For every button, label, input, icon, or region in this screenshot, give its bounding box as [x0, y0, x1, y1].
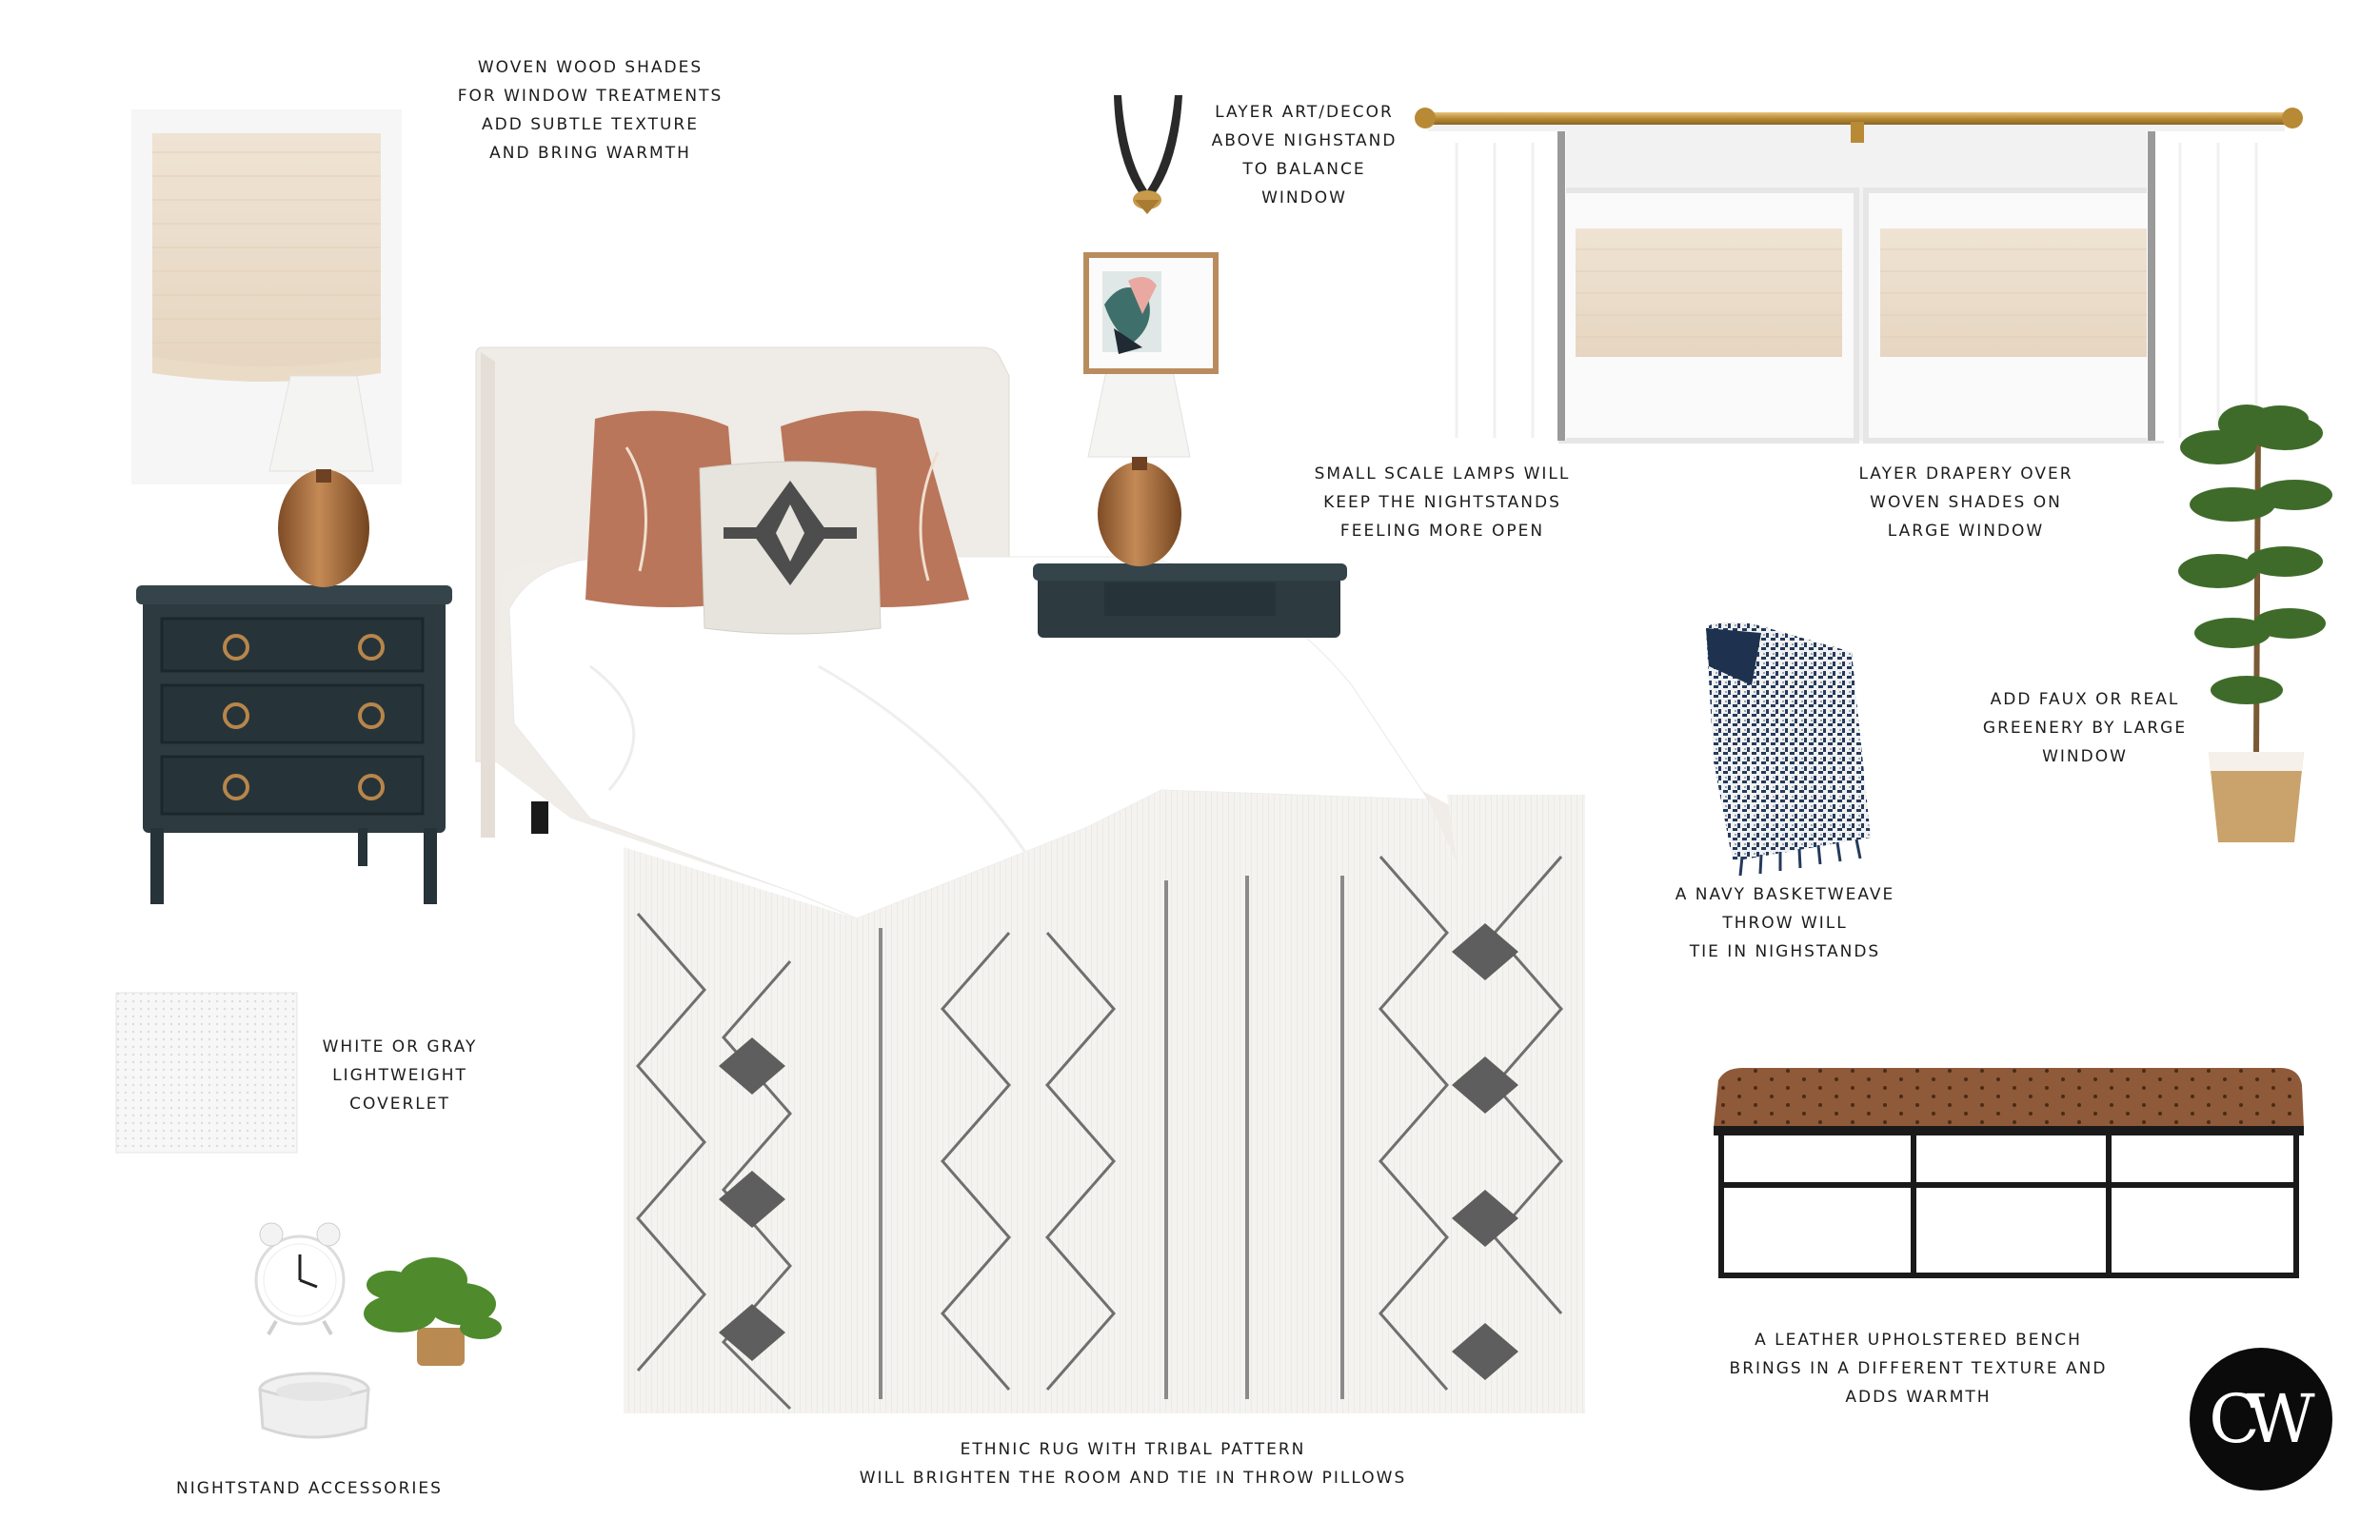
small-plant-image — [364, 1257, 502, 1366]
art-caption: LAYER ART/DECOR ABOVE NIGHSTAND TO BALANCE WINDOW — [1211, 103, 1398, 207]
coverlet-caption: WHITE OR GRAY LIGHTWEIGHT COVERLET — [322, 1037, 478, 1114]
drapery-caption: LAYER DRAPERY OVER WOVEN SHADES ON LARGE WINDOW — [1858, 464, 2073, 541]
lamps-caption: SMALL SCALE LAMPS WILL KEEP THE NIGHTSTANDS FEELING MORE OPEN — [1314, 464, 1571, 541]
greenery-caption: ADD FAUX OR REAL GREENERY BY LARGE WINDOW — [1982, 690, 2188, 766]
bench-caption: A LEATHER UPHOLSTERED BENCH BRINGS IN A DIFFERENT TEXTURE AND ADDS WARMTH — [1729, 1331, 2108, 1407]
marble-dish-image — [260, 1373, 368, 1437]
horn-decor-image — [1114, 95, 1182, 214]
right-nightstand-image — [1033, 563, 1347, 638]
throw-blanket-image — [1706, 622, 1871, 876]
alarm-clock-image — [256, 1223, 344, 1334]
drapery-window-image — [1415, 108, 2303, 441]
logo-text: CW — [2209, 1380, 2302, 1458]
throw-caption: A NAVY BASKETWEAVE THROW WILL TIE IN NIGHSTANDS — [1675, 885, 1895, 961]
framed-art-image — [1083, 252, 1219, 374]
rug-caption: ETHNIC RUG WITH TRIBAL PATTERN WILL BRIGHTEN THE ROOM AND TIE IN THROW PILLOWS — [859, 1440, 1407, 1488]
plant-image — [2178, 405, 2332, 842]
brand-logo — [2190, 1348, 2332, 1491]
accessories-caption: NIGHTSTAND ACCESSORIES — [176, 1479, 443, 1498]
shades-caption: WOVEN WOOD SHADES FOR WINDOW TREATMENTS ADD SUBTLE TEXTURE AND BRING WARMTH — [457, 58, 724, 163]
leather-bench-image — [1714, 1068, 2304, 1275]
coverlet-swatch-image — [116, 993, 297, 1153]
left-nightstand-image — [136, 585, 452, 904]
right-lamp-image — [1088, 371, 1190, 566]
